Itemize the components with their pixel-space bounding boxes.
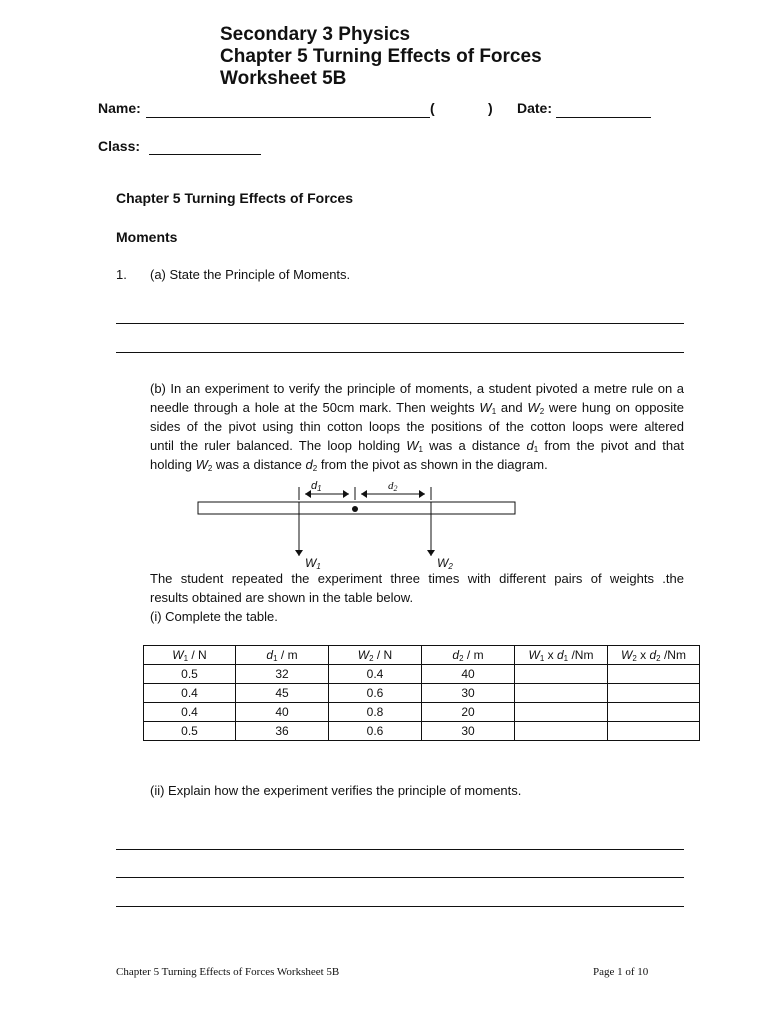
table-row [144,684,700,703]
d1-diagram-label: $d_1$ [311,480,322,493]
question-1b-line: needle through a hole at the 50cm mark. Then weights $W_1$ and $W_2$ were hung on opposite [150,400,684,416]
table-header-cell: $W_2$ / N [329,646,422,665]
table-cell: 40 [422,665,515,684]
table-header-cell: $W_1$ / N [144,646,236,665]
table-header-cell: $d_2$ / m [422,646,515,665]
table-cell: 30 [422,684,515,703]
footer-title: Chapter 5 Turning Effects of Forces Worksheet 5B [116,966,340,978]
table-instruction: (i) Complete the table. [150,609,278,624]
table-answer-cell[interactable] [608,665,700,684]
table-header-row [144,646,700,665]
table-cell: 0.6 [329,684,422,703]
question-1b-line: sides of the pivot using thin cotton loops the positions of the cotton loops were altered [150,419,684,434]
experiment-repeat-text [150,569,684,626]
worksheet-title-subject: Secondary 3 Physics [220,24,411,45]
table-answer-cell[interactable] [608,703,700,722]
results-table [143,645,700,741]
w1-diagram-label: $W_1$ [305,556,321,571]
worksheet-title-number: Worksheet 5B [220,68,347,89]
date-label: Date: [517,100,553,116]
table-answer-cell[interactable] [515,703,608,722]
answer-line-ii-1[interactable] [116,849,684,850]
table-header-cell: $W_1$ x $d_1$ /Nm [515,646,608,665]
table-answer-cell[interactable] [515,684,608,703]
page-number: Page 1 of 10 [593,966,649,978]
repeat-text-line: The student repeated the experiment three times with different pairs of weights .the [150,571,684,586]
table-cell: 0.5 [144,722,236,741]
question-1b-line: (b) In an experiment to verify the principle of moments, a student pivoted a metre rule on a [150,381,684,396]
chapter-heading: Chapter 5 Turning Effects of Forces [116,190,353,206]
table-cell: 20 [422,703,515,722]
table-row [144,703,700,722]
register-close-paren: ) [488,100,493,116]
table-cell: 0.5 [144,665,236,684]
table-cell: 40 [236,703,329,722]
answer-line-ii-3[interactable] [116,906,684,907]
question-number: 1. [116,267,127,282]
class-label: Class: [98,138,141,154]
topic-heading: Moments [116,229,178,245]
table-header-cell: $W_2$ x $d_2$ /Nm [608,646,700,665]
name-label: Name: [98,100,141,116]
w2-diagram-label: $W_2$ [437,556,453,571]
question-1b-line: until the ruler balanced. The loop holding $W_1$ was a distance $d_1$ from the pivot and that [150,438,684,454]
question-1b-ii-text: (ii) Explain how the experiment verifies the principle of moments. [150,783,522,798]
table-cell: 0.4 [144,703,236,722]
table-cell: 30 [422,722,515,741]
d2-diagram-label: $d_2$ [388,480,398,493]
table-answer-cell[interactable] [515,665,608,684]
table-row [144,722,700,741]
table-row [144,665,700,684]
table-cell: 32 [236,665,329,684]
table-header-cell: $d_1$ / m [236,646,329,665]
worksheet-title-chapter: Chapter 5 Turning Effects of Forces [220,46,542,67]
table-answer-cell[interactable] [608,684,700,703]
table-cell: 0.4 [329,665,422,684]
question-1b-line: holding $W_2$ was a distance $d_2$ from the pivot as shown in the diagram. [150,457,548,473]
answer-line-ii-2[interactable] [116,877,684,878]
table-answer-cell[interactable] [515,722,608,741]
table-cell: 45 [236,684,329,703]
register-open-paren: ( [430,100,435,116]
table-cell: 0.4 [144,684,236,703]
question-1a-text: (a) State the Principle of Moments. [150,267,351,282]
table-cell: 0.8 [329,703,422,722]
pivot-point [352,506,358,512]
table-cell: 36 [236,722,329,741]
table-cell: 0.6 [329,722,422,741]
table-answer-cell[interactable] [608,722,700,741]
repeat-text-line: results obtained are shown in the table below. [150,590,414,605]
